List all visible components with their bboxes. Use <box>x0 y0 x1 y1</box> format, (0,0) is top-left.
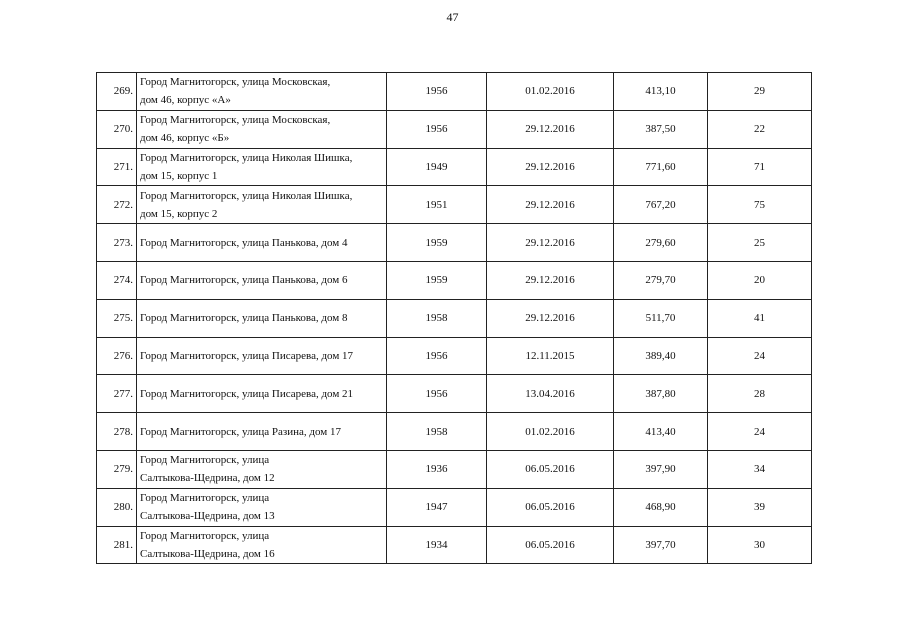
area-cell: 389,40 <box>614 337 708 375</box>
year-built-cell: 1934 <box>387 526 487 564</box>
row-number-cell: 276. <box>97 337 137 375</box>
area-cell: 387,80 <box>614 375 708 413</box>
date-cell: 01.02.2016 <box>487 413 614 451</box>
address-cell: Город Магнитогорск, улица Салтыкова-Щедрина, дом 12 <box>137 450 387 488</box>
year-built-cell: 1956 <box>387 110 487 148</box>
year-built-cell: 1956 <box>387 337 487 375</box>
table-row <box>97 110 812 148</box>
table-body <box>97 73 812 564</box>
row-number-cell: 272. <box>97 186 137 224</box>
date-cell: 29.12.2016 <box>487 148 614 186</box>
address-cell: Город Магнитогорск, улица Панькова, дом 4 <box>137 224 387 262</box>
year-built-cell: 1956 <box>387 73 487 111</box>
row-number-cell: 280. <box>97 488 137 526</box>
year-built-cell: 1958 <box>387 413 487 451</box>
count-cell: 25 <box>708 224 812 262</box>
area-cell: 387,50 <box>614 110 708 148</box>
table-row <box>97 488 812 526</box>
address-cell: Город Магнитогорск, улица Писарева, дом 17 <box>137 337 387 375</box>
table-row <box>97 299 812 337</box>
housing-registry-table <box>96 72 812 564</box>
count-cell: 34 <box>708 450 812 488</box>
year-built-cell: 1956 <box>387 375 487 413</box>
date-cell: 29.12.2016 <box>487 261 614 299</box>
date-cell: 29.12.2016 <box>487 110 614 148</box>
table-row <box>97 224 812 262</box>
row-number-cell: 277. <box>97 375 137 413</box>
count-cell: 28 <box>708 375 812 413</box>
date-cell: 29.12.2016 <box>487 224 614 262</box>
table-row <box>97 526 812 564</box>
address-cell: Город Магнитогорск, улица Московская, дом 46, корпус «А» <box>137 73 387 111</box>
year-built-cell: 1947 <box>387 488 487 526</box>
row-number-cell: 275. <box>97 299 137 337</box>
address-cell: Город Магнитогорск, улица Салтыкова-Щедрина, дом 13 <box>137 488 387 526</box>
row-number-cell: 269. <box>97 73 137 111</box>
row-number-cell: 271. <box>97 148 137 186</box>
address-cell: Город Магнитогорск, улица Московская, дом 46, корпус «Б» <box>137 110 387 148</box>
count-cell: 30 <box>708 526 812 564</box>
row-number-cell: 270. <box>97 110 137 148</box>
table-row <box>97 148 812 186</box>
row-number-cell: 273. <box>97 224 137 262</box>
count-cell: 39 <box>708 488 812 526</box>
area-cell: 771,60 <box>614 148 708 186</box>
year-built-cell: 1951 <box>387 186 487 224</box>
address-cell: Город Магнитогорск, улица Панькова, дом 6 <box>137 261 387 299</box>
date-cell: 06.05.2016 <box>487 526 614 564</box>
year-built-cell: 1958 <box>387 299 487 337</box>
address-cell: Город Магнитогорск, улица Николая Шишка, дом 15, корпус 2 <box>137 186 387 224</box>
address-cell: Город Магнитогорск, улица Салтыкова-Щедрина, дом 16 <box>137 526 387 564</box>
count-cell: 71 <box>708 148 812 186</box>
date-cell: 01.02.2016 <box>487 73 614 111</box>
area-cell: 468,90 <box>614 488 708 526</box>
address-cell: Город Магнитогорск, улица Николая Шишка, дом 15, корпус 1 <box>137 148 387 186</box>
date-cell: 29.12.2016 <box>487 299 614 337</box>
count-cell: 20 <box>708 261 812 299</box>
area-cell: 279,60 <box>614 224 708 262</box>
count-cell: 29 <box>708 73 812 111</box>
count-cell: 24 <box>708 413 812 451</box>
area-cell: 397,70 <box>614 526 708 564</box>
row-number-cell: 274. <box>97 261 137 299</box>
row-number-cell: 281. <box>97 526 137 564</box>
count-cell: 75 <box>708 186 812 224</box>
area-cell: 413,40 <box>614 413 708 451</box>
table-row <box>97 261 812 299</box>
table-row <box>97 450 812 488</box>
date-cell: 06.05.2016 <box>487 450 614 488</box>
page-number: 47 <box>446 10 459 24</box>
date-cell: 12.11.2015 <box>487 337 614 375</box>
row-number-cell: 279. <box>97 450 137 488</box>
date-cell: 29.12.2016 <box>487 186 614 224</box>
table-row <box>97 337 812 375</box>
area-cell: 767,20 <box>614 186 708 224</box>
year-built-cell: 1959 <box>387 224 487 262</box>
table-row <box>97 413 812 451</box>
count-cell: 22 <box>708 110 812 148</box>
table-row <box>97 186 812 224</box>
address-cell: Город Магнитогорск, улица Писарева, дом 21 <box>137 375 387 413</box>
date-cell: 06.05.2016 <box>487 488 614 526</box>
date-cell: 13.04.2016 <box>487 375 614 413</box>
count-cell: 41 <box>708 299 812 337</box>
area-cell: 511,70 <box>614 299 708 337</box>
row-number-cell: 278. <box>97 413 137 451</box>
count-cell: 24 <box>708 337 812 375</box>
year-built-cell: 1949 <box>387 148 487 186</box>
area-cell: 397,90 <box>614 450 708 488</box>
area-cell: 413,10 <box>614 73 708 111</box>
address-cell: Город Магнитогорск, улица Разина, дом 17 <box>137 413 387 451</box>
year-built-cell: 1959 <box>387 261 487 299</box>
table-row <box>97 375 812 413</box>
area-cell: 279,70 <box>614 261 708 299</box>
address-cell: Город Магнитогорск, улица Панькова, дом 8 <box>137 299 387 337</box>
table-row <box>97 73 812 111</box>
year-built-cell: 1936 <box>387 450 487 488</box>
